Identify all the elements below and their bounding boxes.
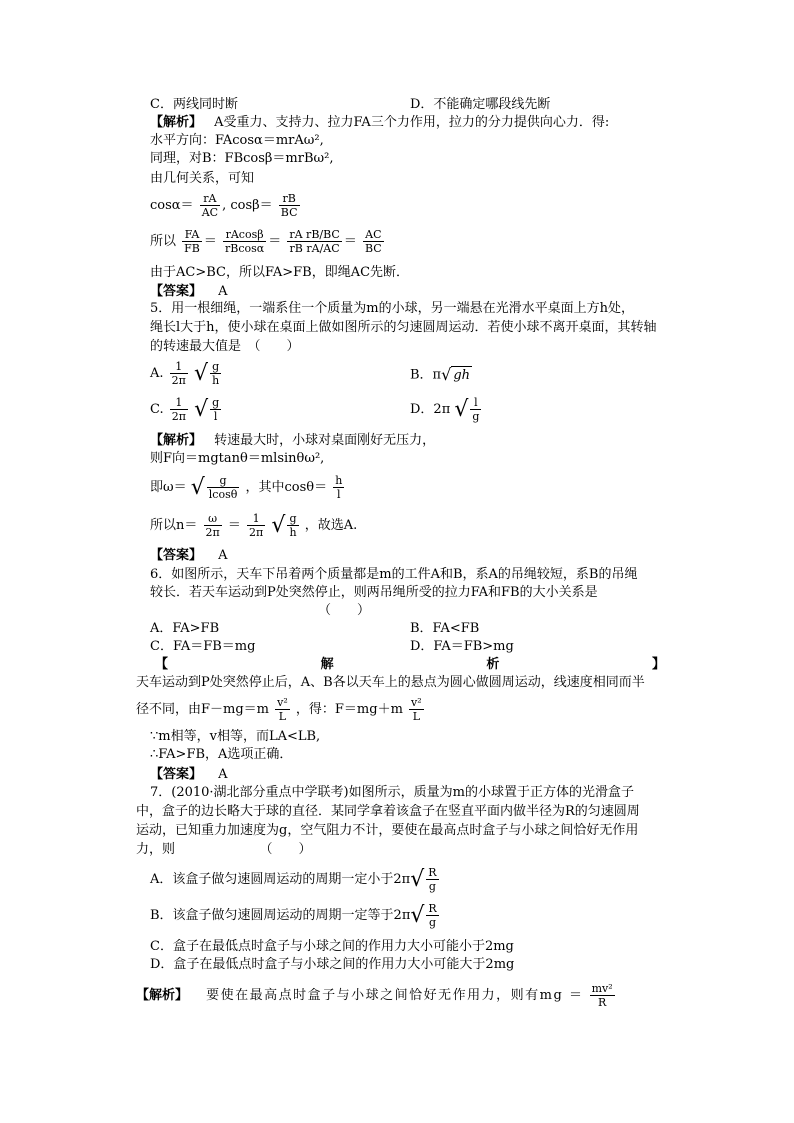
q5-option-a: A. $\frac{1}{2\pi}$ √ $\frac{g}{h}$	[150, 360, 220, 387]
cos-a-fraction: $\frac{rA}{AC}$	[201, 192, 219, 219]
q6-option-a: A．FA>FB	[150, 621, 220, 636]
q7-option-a: A．该盒子做匀速圆周运动的周期一定小于2π√ $\frac{R}{g}$	[150, 866, 437, 893]
ratio-prefix: 所以	[150, 234, 177, 249]
q4-option-c: C．两线同时断	[150, 97, 238, 112]
ratio-f: $\frac{FA}{FB}$	[184, 228, 200, 255]
q6-stem-1: 6．如图所示，天车下吊着两个质量都是m的工件A和B，系A的吊绳较短，系B的吊绳	[150, 567, 638, 582]
q5-n: 所以n＝ $\frac{\omega}{2\pi}$ ＝ $\frac{1}{2\pi}$ √ $\frac{g}{h}$ ，故选A.	[150, 512, 358, 539]
answer-value: A	[218, 284, 228, 299]
q6-stem-2: 较长．若天车运动到P处突然停止，则两吊绳所受的拉力FA和FB的大小关系是	[150, 585, 598, 600]
q4-ratio: 所以 $\frac{FA}{FB}$ ＝ $\frac{rAcos\beta}{rBcos\alpha}$ ＝ $\frac{\text{rA rB/BC}}{\text{rB rA/AC}}$ ＝ $\frac{AC}{BC}$	[150, 228, 382, 255]
q4-geometry: 由几何关系，可知	[150, 171, 255, 186]
q4-solution	[150, 114, 609, 131]
q5-option-c: C. $\frac{1}{2\pi}$ √ $\frac{g}{l}$	[150, 396, 220, 423]
cos-b-prefix: cosβ＝	[230, 198, 273, 213]
q5-stem-2: 绳长l大于h，使小球在桌面上做如图所示的匀速圆周运动．若使小球不离开桌面，其转轴	[150, 320, 657, 335]
q6-answer: 【答案】 A	[150, 767, 228, 782]
q5-answer: 【答案】 A	[150, 548, 228, 563]
q6-option-b: B．FA<FB	[410, 621, 480, 636]
q4-conclusion: 由于AC>BC，所以FA>FB，即绳AC先断．	[150, 265, 410, 280]
q5-force: 则F向＝mgtanθ＝mlsinθω²,	[150, 451, 325, 466]
q7-stem-2: 中，盒子的边长略大于球的直径．某同学拿着该盒子在竖直平面内做半径为R的匀速圆周	[136, 804, 640, 819]
answer-label: 【答案】	[150, 284, 203, 299]
solution-text: A受重力、支持力、拉力FA三个力作用，拉力的分力提供向心力．得:	[214, 115, 610, 130]
q4-horizontal: 水平方向：FAcosα＝mrAω²,	[150, 133, 324, 148]
q7-stem-3: 运动，已知重力加速度为g，空气阻力不计，要使在最高点时盒子与小球之间恰好无作用	[136, 823, 639, 838]
cos-a-prefix: cosα＝	[150, 198, 194, 213]
solution-label: 【解析】	[150, 115, 203, 130]
q7-stem-1: 7．(2010·湖北部分重点中学联考)如图所示，质量为m的小球置于正方体的光滑盒子	[150, 785, 634, 800]
q6-sol-4: ∴FA>FB，A选项正确．	[150, 747, 293, 762]
q7-option-d: D．盒子在最低点时盒子与小球之间的作用力大小可能大于2mg	[150, 957, 515, 972]
q7-stem-4: 力，则 （ ）	[136, 842, 312, 857]
q6-solution-label: 【 解 析 】	[155, 657, 665, 672]
ratio-4: $\frac{AC}{BC}$	[364, 228, 382, 255]
q6-option-d: D．FA＝FB>mg	[410, 639, 514, 654]
q4-option-d: D．不能确定哪段线先断	[410, 97, 551, 112]
q5-omega: 即ω＝ √ $\frac{g}{lcos\theta}$ ，其中cosθ＝ $\frac{h}{l}$	[150, 474, 343, 501]
q4-same: 同理，对B：FBcosβ＝mrBω²,	[150, 151, 334, 166]
q7-solution: 【解析】 要使在最高点时盒子与小球之间恰好无作用力，则有mg ＝ $\frac{\text{mv²}}{R}$	[136, 982, 613, 1009]
q6-stem-3: （ ）	[318, 603, 371, 618]
q6-sol-1: 天车运动到P处突然停止后，A、B各以天车上的悬点为圆心做圆周运动，线速度相同而半	[136, 675, 645, 690]
q7-option-c: C．盒子在最低点时盒子与小球之间的作用力大小可能小于2mg	[150, 939, 514, 954]
q4-answer	[150, 283, 228, 300]
q5-stem-3: 的转速最大值是 （ ）	[150, 339, 300, 354]
q5-stem-1: 5．用一根细绳，一端系住一个质量为m的小球，另一端悬在光滑水平桌面上方h处，	[150, 301, 634, 316]
q6-option-c: C．FA＝FB＝mg	[150, 639, 256, 654]
q4-cos-relations: cosα＝ $\frac{rA}{AC}$ , cosβ＝ $\frac{rB}{BC}$	[150, 192, 298, 219]
q5-option-d: D．2π √ $\frac{l}{g}$	[410, 396, 480, 423]
cos-b-fraction: $\frac{rB}{BC}$	[280, 192, 298, 219]
q6-sol-3: ∵m相等，v相等，而LA<LB,	[150, 729, 321, 744]
ratio-3: $\frac{\text{rA rB/BC}}{\text{rB rA/AC}}$	[289, 228, 340, 255]
q7-option-b: B．该盒子做匀速圆周运动的周期一定等于2π√ $\frac{R}{g}$	[150, 902, 437, 929]
q5-option-b: B．π√ gh	[410, 365, 471, 384]
q5-solution: 【解析】 转速最大时，小球对桌面刚好无压力，	[150, 433, 436, 448]
q6-sol-2: 径不同，由F－mg＝m $\frac{\text{v²}}{L}$ ，得：F＝mg＋m $\frac{\text{v²}}{L}$	[136, 696, 422, 723]
ratio-2: $\frac{rAcos\beta}{rBcos\alpha}$	[225, 228, 265, 255]
